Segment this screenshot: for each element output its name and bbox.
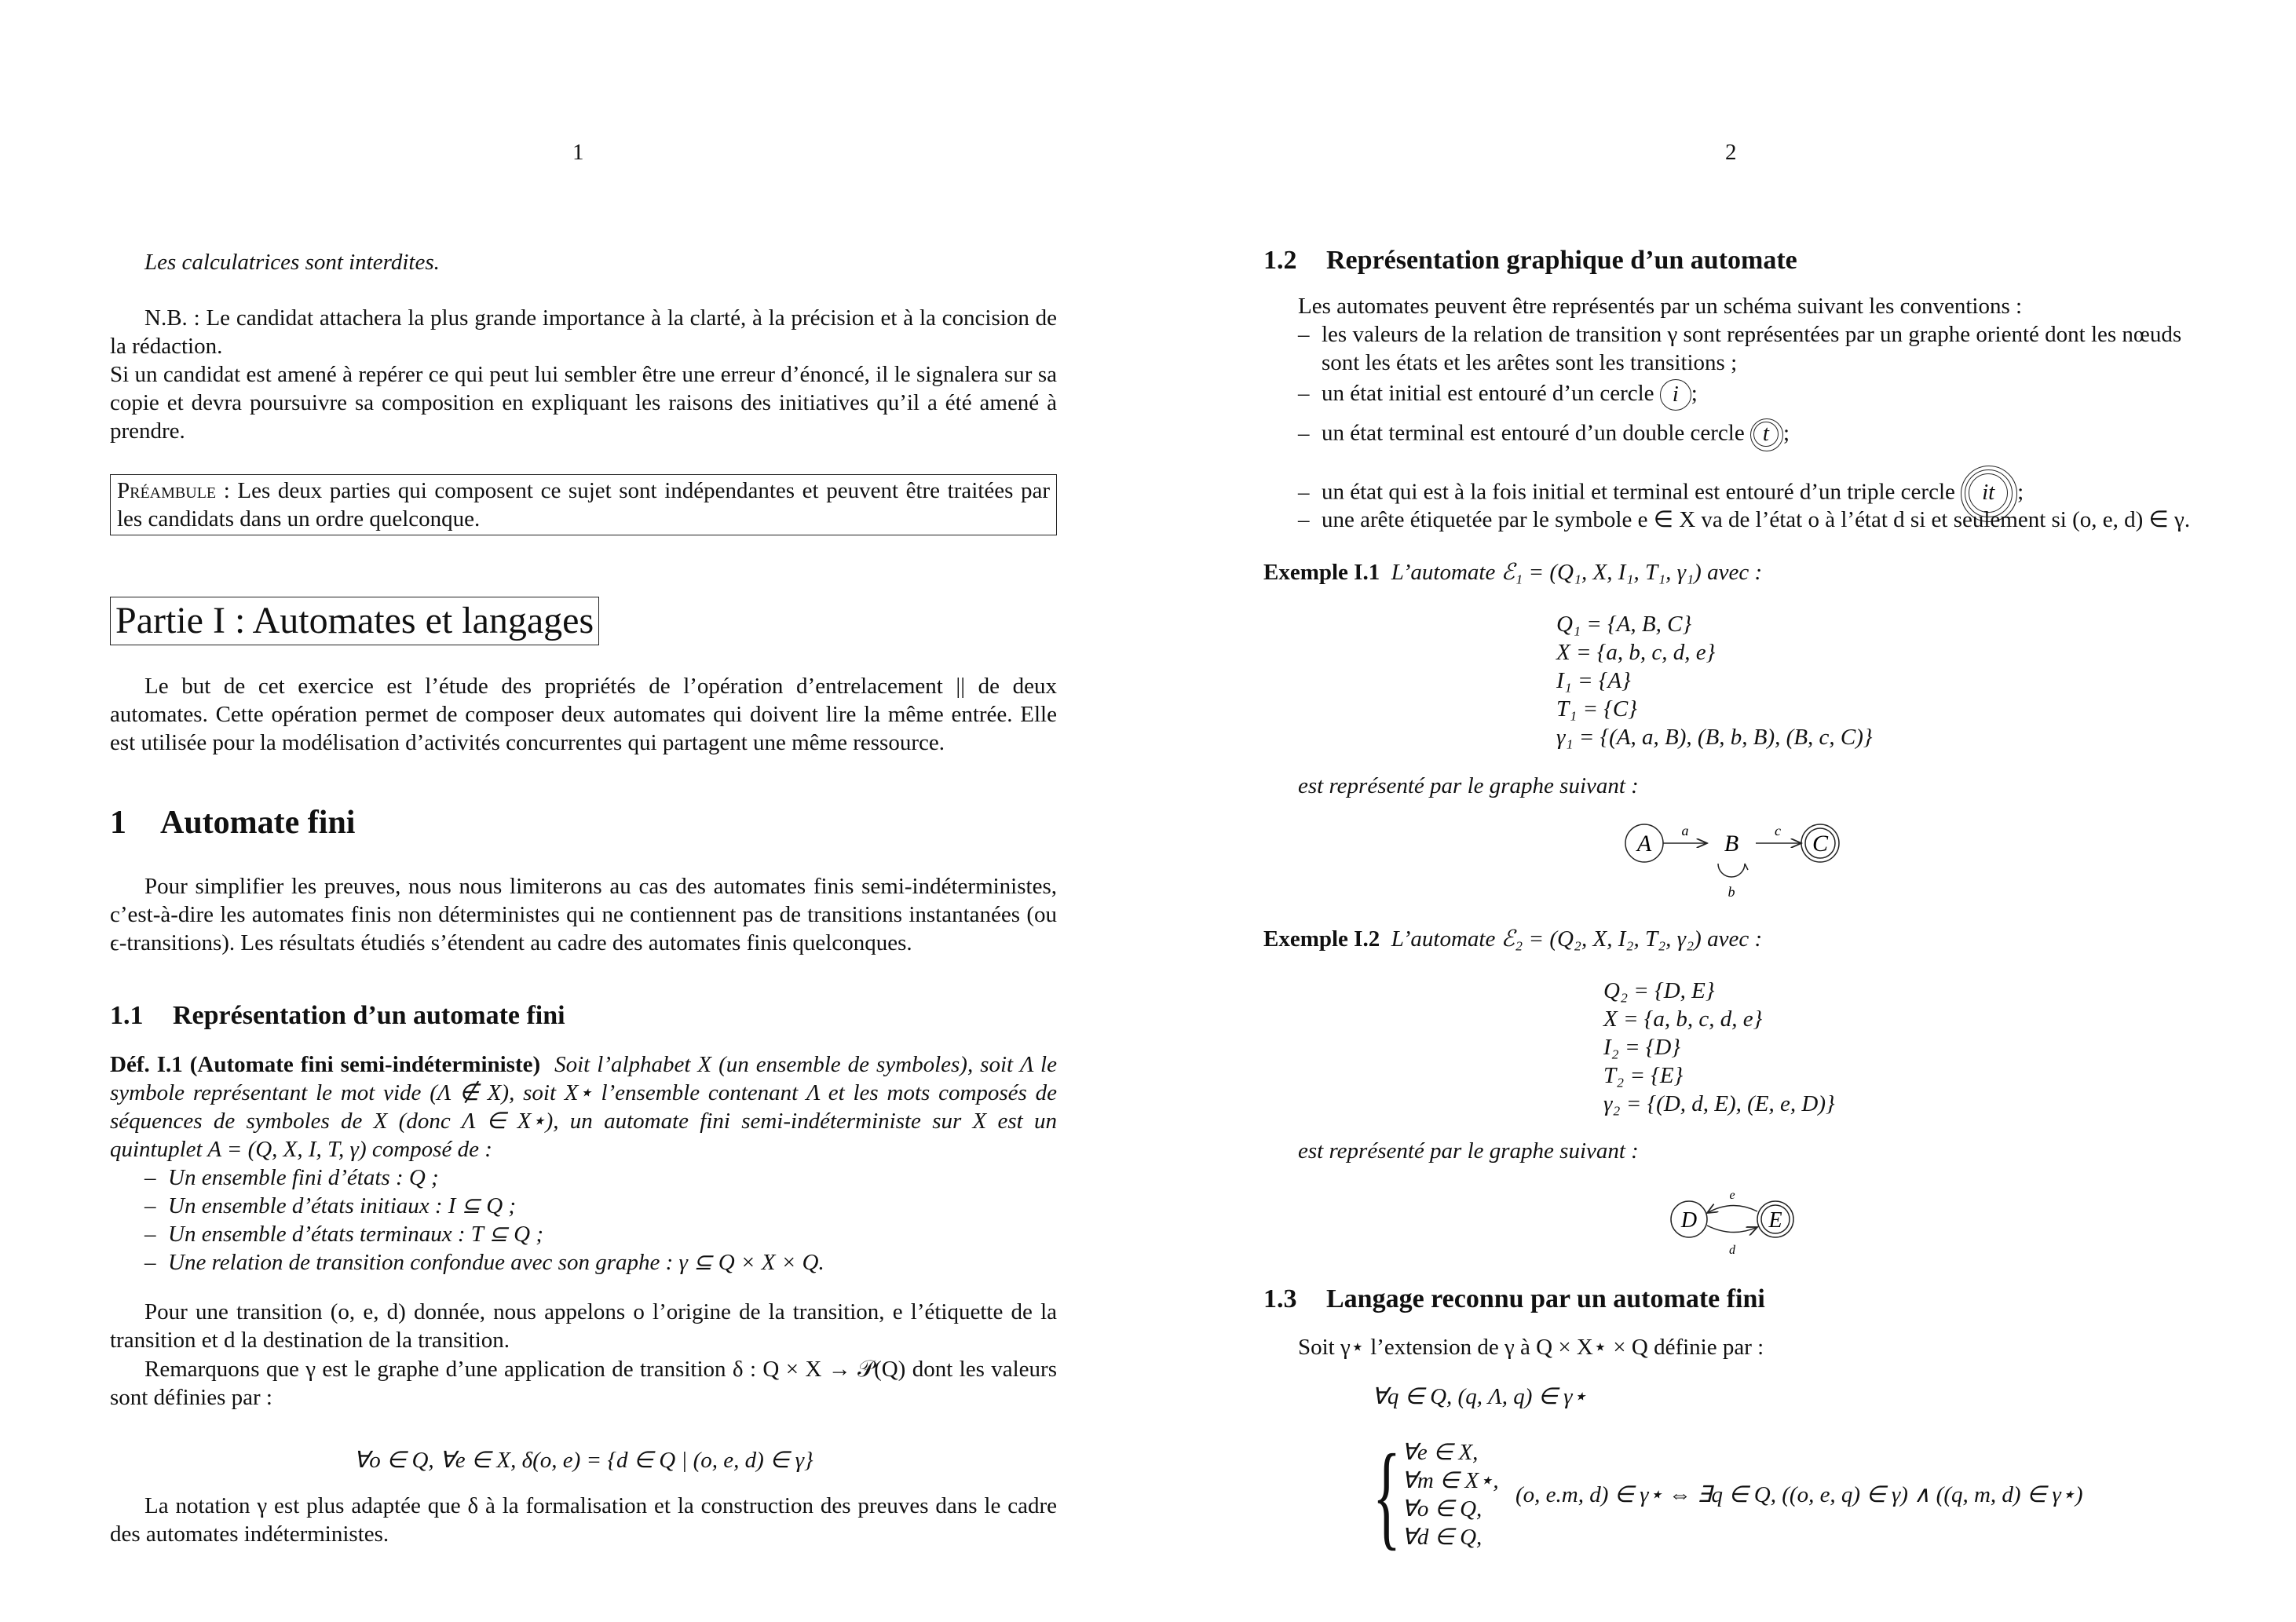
transition-arrow xyxy=(1707,1205,1757,1213)
represented-text: est représenté par le graphe suivant : xyxy=(1298,773,1639,798)
triple-circle-icon: it xyxy=(1961,466,2017,522)
nb-text-1: N.B. : Le candidat attachera la plus grande importance à la clarté, à la précision et à la concision de la rédaction. xyxy=(110,305,1057,359)
preamble-text: : Les deux parties qui composent ce sujet sont indépendantes et peuvent être traitées par les candidats dans un ordre quelconque. xyxy=(117,478,1050,532)
single-circle-icon: i xyxy=(1660,379,1691,411)
section-title: Automate fini xyxy=(160,805,356,841)
nb-paragraph xyxy=(110,304,1057,445)
page-number: 1 xyxy=(572,140,584,165)
state-label: B xyxy=(1724,831,1739,857)
list-item: – les valeurs de la relation de transition γ sont représentées par un graphe orienté dont les nœuds sont les états et les arêtes sont les transitions ; xyxy=(1298,322,2182,375)
list-item: – Un ensemble d’états terminaux : T ⊆ Q ; xyxy=(144,1222,544,1247)
definition-text: Soit l’alphabet X (un ensemble de symboles), soit Λ le symbole représentant le mot vide (Λ ∉ X), soit X⋆ l’ensemble contenant Λ et les mots composés de séquences de symboles de X (donc Λ ∈ X⋆), un automate fini semi-indéterministe sur X est un quintuplet A = (Q, X, I, T, γ) composé de : xyxy=(110,1052,1057,1162)
calculator-notice: Les calculatrices sont interdites. xyxy=(144,250,440,275)
subsection-heading xyxy=(1263,247,2206,275)
part-title: Partie I : Automates et langages xyxy=(110,597,599,645)
preamble-label: Préambule xyxy=(117,478,217,503)
example-2 xyxy=(1263,925,2206,953)
automaton-graph-2 xyxy=(1657,1182,1814,1260)
nb-text-2: Si un candidat est amené à repérer ce qui peut lui sembler être une erreur d’énoncé, il le signalera sur sa copie et devra poursuivre sa composition en expliquant les raisons des initiatives qu’il a été amené à prendre. xyxy=(110,362,1057,444)
example-label: Exemple I.2 xyxy=(1263,926,1380,952)
subsection-number: 1.3 xyxy=(1263,1284,1297,1313)
example-2-sets: Q₂ = {D, E} X = {a, b, c, d, e} I₂ = {D} T₂ = {E} γ₂ = {(D, d, E), (E, e, D)} xyxy=(1603,978,1835,1116)
gamma-star-recursive-formula: (o, e.m, d) ∈ γ⋆ ⇔ ∃q ∈ Q, ((o, e, q) ∈ γ) ∧ ((q, m, d) ∈ γ⋆) xyxy=(1515,1482,2083,1507)
list-item: – une arête étiquetée par le symbole e ∈ X va de l’état o à l’état d si et seulement si (o, e, d) ∈ γ. xyxy=(1298,507,2191,532)
left-brace: { xyxy=(1373,1430,1401,1561)
example-text: L’automate ℰ₁ = (Q₁, X, I₁, T₁, γ₁) avec : xyxy=(1391,560,1763,585)
edge-label: c xyxy=(1775,823,1781,838)
intro-paragraph: Le but de cet exercice est l’étude des propriétés de l’opération d’entrelacement || de deux automates. Cette opération permet de composer deux automates qui doivent lire la même entrée. Elle est utilisée pour la modélisation d’activités concurrentes qui partagent une même ressource. xyxy=(110,674,1057,755)
subsection-number: 1.1 xyxy=(110,1001,144,1030)
automaton-graph-1 xyxy=(1602,809,1853,903)
transition-arrow xyxy=(1707,1226,1757,1233)
extension-paragraph: Soit γ⋆ l’extension de γ à Q × X⋆ × Q définie par : xyxy=(1298,1335,1764,1360)
page-number: 2 xyxy=(1725,140,1737,165)
preamble-box xyxy=(110,474,1057,535)
definition-label: Déf. I.1 (Automate fini semi-indéterministe) xyxy=(110,1052,541,1077)
transition-paragraph: Pour une transition (o, e, d) donnée, nous appelons o l’origine de la transition, e l’étiquette de la transition et d la destination de la transition. xyxy=(110,1299,1057,1353)
list-item: – un état terminal est entouré d’un double cercle t ; xyxy=(1263,418,2206,451)
subsection-number: 1.2 xyxy=(1263,246,1297,275)
list-item: – un état qui est à la fois initial et terminal est entouré d’un triple cercle it ; xyxy=(1263,466,2206,522)
definition-list xyxy=(110,1164,1057,1277)
state-label: E xyxy=(1768,1208,1782,1233)
list-item: – Un ensemble fini d’états : Q ; xyxy=(144,1165,439,1190)
remark-paragraph: Remarquons que γ est le graphe d’une application de transition δ : Q × X → 𝒫(Q) dont les valeurs sont définies par : xyxy=(110,1357,1057,1410)
conventions-intro: Les automates peuvent être représentés par un schéma suivant les conventions : xyxy=(1298,294,2023,319)
subsection-heading xyxy=(110,1002,1057,1030)
section-heading xyxy=(110,805,1057,841)
list-item: – Un ensemble d’états initiaux : I ⊆ Q ; xyxy=(144,1193,517,1218)
edge-label: b xyxy=(1727,884,1735,900)
state-label: C xyxy=(1812,831,1829,857)
edge-label: d xyxy=(1729,1244,1735,1257)
definition xyxy=(110,1050,1057,1277)
double-circle-icon: t xyxy=(1750,418,1783,451)
subsection-heading xyxy=(1263,1285,2206,1313)
subsection-title: Langage reconnu par un automate fini xyxy=(1326,1284,1765,1313)
loop-arrow xyxy=(1718,864,1748,877)
gamma-star-base-formula: ∀q ∈ Q, (q, Λ, q) ∈ γ⋆ xyxy=(1372,1384,1587,1409)
represented-text: est représenté par le graphe suivant : xyxy=(1298,1138,1639,1164)
quantifier-list: ∀e ∈ X, ∀m ∈ X⋆, ∀o ∈ Q, ∀d ∈ Q, xyxy=(1402,1440,1499,1550)
example-text: L’automate ℰ₂ = (Q₂, X, I₂, T₂, γ₂) avec : xyxy=(1391,926,1763,952)
example-label: Exemple I.1 xyxy=(1263,560,1380,585)
state-label: D xyxy=(1680,1208,1698,1233)
notation-paragraph: La notation γ est plus adaptée que δ à la formalisation et la construction des preuves dans le cadre des automates indéterministes. xyxy=(110,1493,1057,1547)
section-number: 1 xyxy=(110,805,126,841)
edge-label: e xyxy=(1729,1189,1735,1202)
section-1-paragraph: Pour simplifier les preuves, nous nous limiterons au cas des automates finis semi-indéterministes, c’est-à-dire les automates finis non déterministes qui ne contiennent pas de transitions instantanées (ou ϵ-transitions). Les résultats étudiés s’étendent au cadre des automates finis quelconques. xyxy=(110,874,1057,955)
state-label: A xyxy=(1636,831,1652,857)
list-item: – Une relation de transition confondue avec son graphe : γ ⊆ Q × X × Q. xyxy=(144,1250,824,1275)
subsection-title: Représentation graphique d’un automate xyxy=(1326,246,1797,275)
list-item: – un état initial est entouré d’un cercle i ; xyxy=(1263,379,2206,411)
example-1-sets: Q₁ = {A, B, C} X = {a, b, c, d, e} I₁ = {A} T₁ = {C} γ₁ = {(A, a, B), (B, b, B), (B, c, C)} xyxy=(1556,612,1873,750)
delta-formula: ∀o ∈ Q, ∀e ∈ X, δ(o, e) = {d ∈ Q | (o, e, d) ∈ γ} xyxy=(353,1448,813,1473)
example-1 xyxy=(1263,558,2206,586)
subsection-title: Représentation d’un automate fini xyxy=(173,1001,565,1030)
edge-label: a xyxy=(1681,823,1689,838)
